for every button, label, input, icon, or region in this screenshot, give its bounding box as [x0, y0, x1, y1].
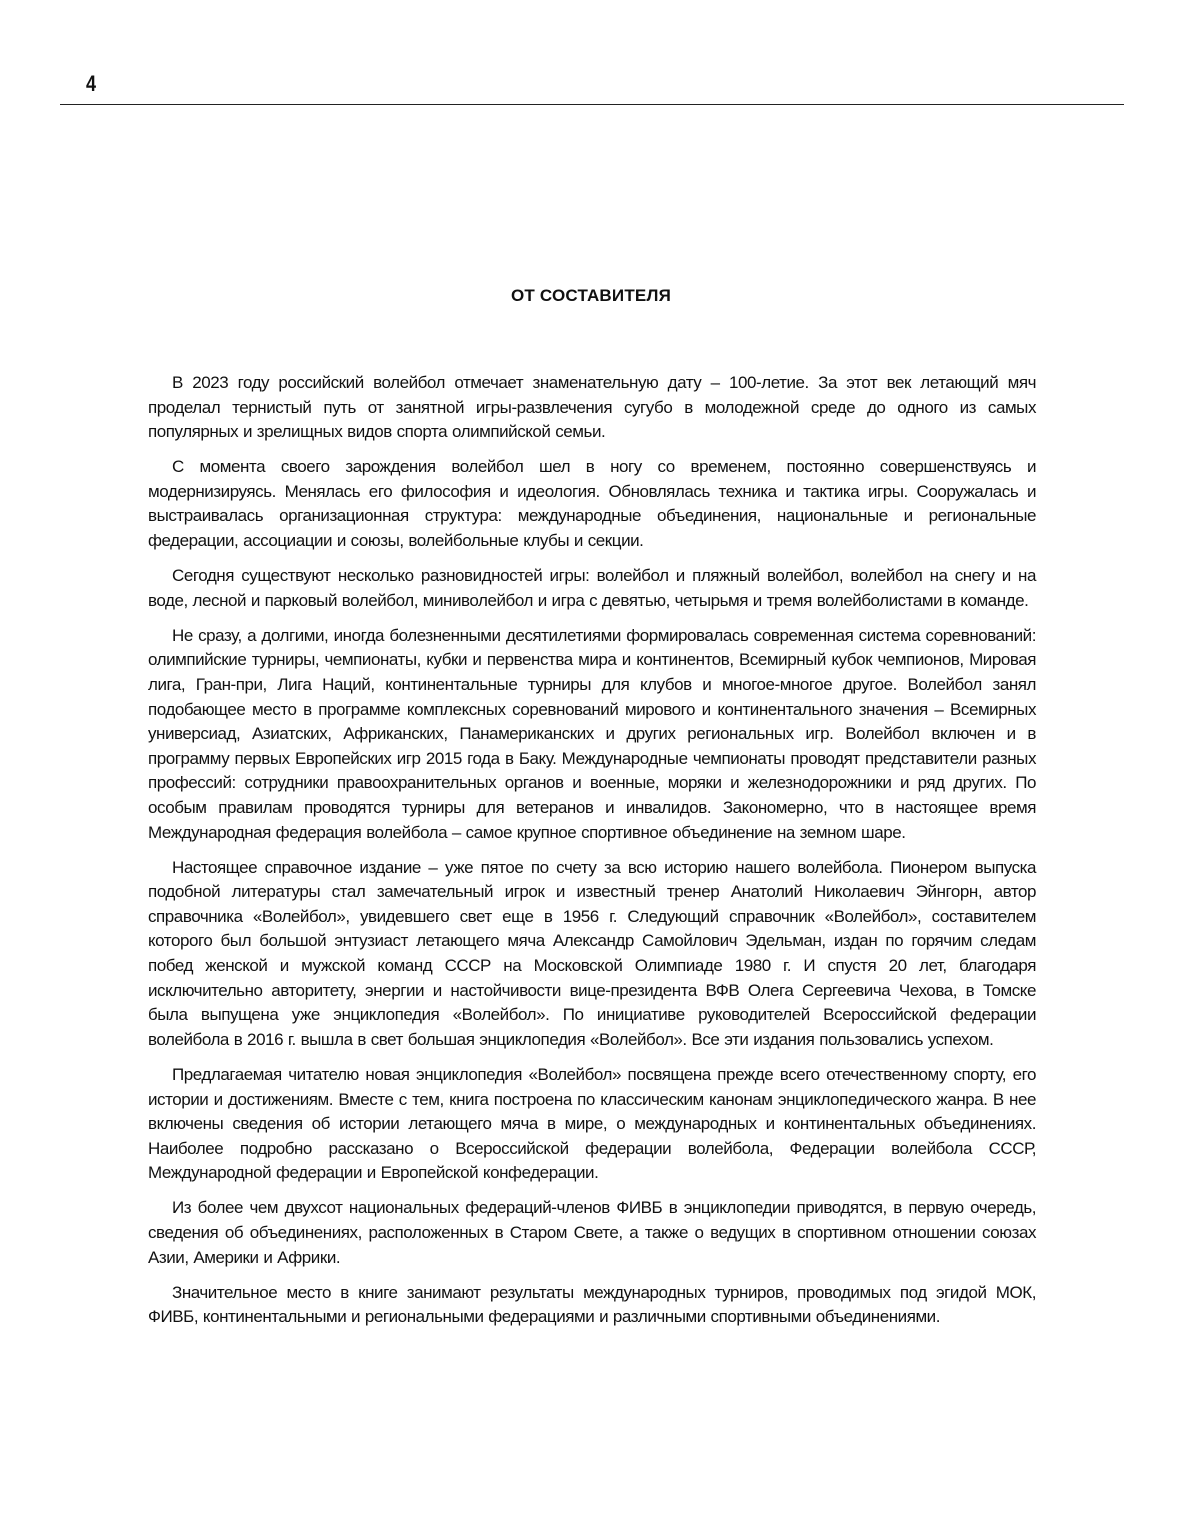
- paragraph: Настоящее справочное издание – уже пятое по счету за всю историю нашего волейбола. Пионером выпуска подобной литературы стал замечательный игрок и известный тренер Анатолий Николаевич Эйнгорн, автор справочника «Волейбол», увидевшего свет еще в 1956 г. Следующий справочник «Волейбол», составителем которого был большой энтузиаст летающего мяча Александр Самойлович Эдельман, издан по горячим следам побед женской и мужской команд СССР на Московской Олимпиаде 1980 г. И спустя 20 лет, благодаря исключительно авторитету, энергии и настойчивости вице-президента ВФВ Олега Сергеевича Чехова, в Томске была выпущена уже энциклопедия «Волейбол». По инициативе руководителей Всероссийской федерации волейбола в 2016 г. вышла в свет большая энциклопедия «Волейбол». Все эти издания пользовались успехом.: [148, 857, 1036, 1049]
- page-number: 4: [86, 71, 97, 96]
- header-rule: [60, 104, 1124, 105]
- paragraph: Не сразу, а долгими, иногда болезненными десятилетиями формировалась современная система соревнований: олимпийские турниры, чемпионаты, кубки и первенства мира и континентов, Всемирный кубок чемпионов, Мировая лига, Гран-при, Лига Наций, континентальные турниры для клубов и многое-многое другое. Волейбол занял подобающее место в программе комплексных соревнований мирового и континентального значения – Всемирных универсиад, Азиатских, Африканских, Панамериканских и других региональных игр. Волейбол включен и в программу первых Европейских игр 2015 года в Баку. Международные чемпионаты проводят представители разных профессий: сотрудники правоохранительных органов и военные, моряки и железнодорожники и ряд других. По особым правилам проводятся турниры для ветеранов и инвалидов. Закономерно, что в настоящее время Международная федерация волейбола – самое крупное спортивное объединение на земном шаре.: [148, 625, 1036, 842]
- paragraph: Сегодня существуют несколько разновидностей игры: волейбол и пляжный волейбол, волейбол на снегу и на воде, лесной и парковый волейбол, миниволейбол и игра с девятью, четырьмя и тремя волейболистами в команде.: [148, 566, 1036, 610]
- section-title: ОТ СОСТАВИТЕЛЯ: [510, 286, 672, 305]
- paragraph: С момента своего зарождения волейбол шел в ногу со временем, постоянно совершенствуясь и модернизируясь. Менялась его философия и идеология. Обновлялась техника и тактика игры. Сооружалась и выстраивалась организационная структура: международные объединения, национальные и региональные федерации, ассоциации и союзы, волейбольные клубы и секции.: [148, 457, 1036, 551]
- paragraph: Значительное место в книге занимают результаты международных турниров, проводимых под эгидой МОК, ФИВБ, континентальными и региональными федерациями и различными спортивными объединениями.: [148, 1282, 1036, 1327]
- paragraph: Предлагаемая читателю новая энциклопедия «Волейбол» посвящена прежде всего отечественному спорту, его истории и достижениям. Вместе с тем, книга построена по классическим канонам энциклопедического жанра. В нее включены сведения об истории летающего мяча в мире, о международных и континентальных объединениях. Наиболее подробно рассказано о Всероссийской федерации волейбола, Федерации волейбола СССР, Международной федерации и Европейской конфедерации.: [148, 1064, 1036, 1183]
- body-text: [148, 371, 1036, 1340]
- paragraph: Из более чем двухсот национальных федераций-членов ФИВБ в энциклопедии приводятся, в первую очередь, сведения об объединениях, расположенных в Старом Свете, а также о ведущих в спортивном отношении союзах Азии, Америки и Африки.: [148, 1198, 1036, 1267]
- paragraph: В 2023 году российский волейбол отмечает знаменательную дату – 100-летие. За этот век летающий мяч проделал тернистый путь от занятной игры-развлечения сугубо в молодежной среде до одного из самых популярных и зрелищных видов спорта олимпийской семьи.: [148, 373, 1036, 442]
